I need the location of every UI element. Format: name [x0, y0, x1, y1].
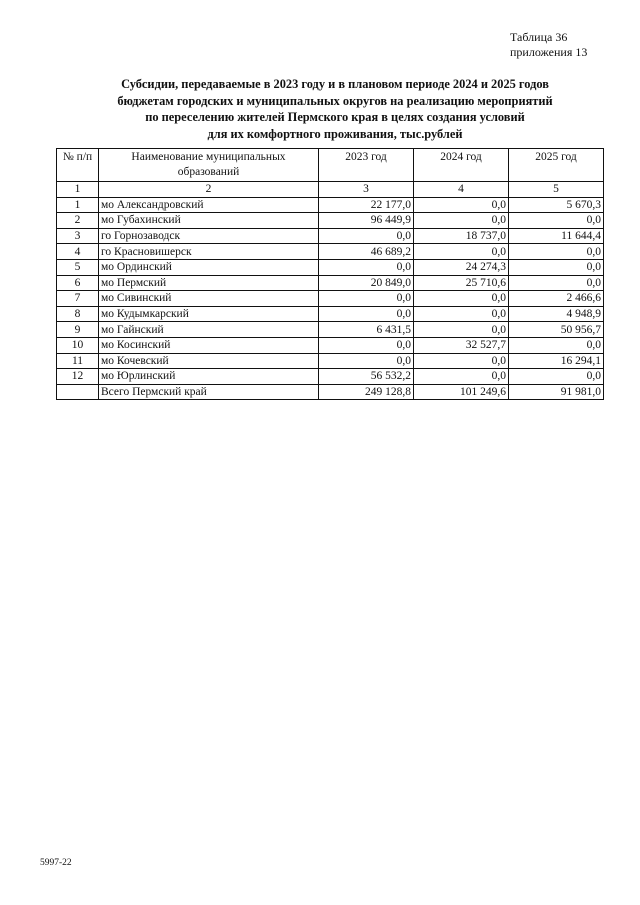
column-index: 2 [99, 182, 319, 198]
title-line: бюджетам городских и муниципальных округов на реализацию мероприятий [117, 93, 553, 108]
amount-2023: 0,0 [319, 259, 414, 275]
title-line: для их комфортного проживания, тыс.рублей [207, 126, 463, 141]
table-row [57, 228, 604, 244]
municipality-name: мо Ординский [99, 259, 319, 275]
table-row [57, 244, 604, 260]
amount-2025: 0,0 [509, 259, 604, 275]
amount-2025: 4 948,9 [509, 306, 604, 322]
municipality-name: мо Александровский [99, 197, 319, 213]
row-number: 2 [57, 213, 99, 229]
amount-2023: 20 849,0 [319, 275, 414, 291]
amount-2024: 0,0 [414, 369, 509, 385]
municipality-name: мо Косинский [99, 337, 319, 353]
row-number: 1 [57, 197, 99, 213]
title-line: по переселению жителей Пермского края в целях создания условий [145, 110, 525, 124]
amount-2023: 6 431,5 [319, 322, 414, 338]
amount-2024: 0,0 [414, 322, 509, 338]
row-number: 7 [57, 291, 99, 307]
row-number: 4 [57, 244, 99, 260]
appendix-reference: приложения 13 [510, 45, 588, 59]
municipality-name: мо Пермский [99, 275, 319, 291]
municipality-name: мо Юрлинский [99, 369, 319, 385]
table-row [57, 322, 604, 338]
amount-2025: 5 670,3 [509, 197, 604, 213]
amount-2024: 0,0 [414, 353, 509, 369]
row-number: 10 [57, 337, 99, 353]
amount-2023: 0,0 [319, 337, 414, 353]
amount-2024: 24 274,3 [414, 259, 509, 275]
table-row [57, 275, 604, 291]
column-header-2025: 2025 год [509, 149, 604, 182]
amount-2023: 46 689,2 [319, 244, 414, 260]
total-row-number-cell [57, 384, 99, 400]
amount-2024: 0,0 [414, 213, 509, 229]
amount-2025: 0,0 [509, 337, 604, 353]
amount-2023: 56 532,2 [319, 369, 414, 385]
amount-2023: 0,0 [319, 353, 414, 369]
table-header-row [57, 149, 604, 182]
total-row [57, 384, 604, 400]
row-number: 9 [57, 322, 99, 338]
municipality-name: мо Кудымкарский [99, 306, 319, 322]
amount-2025: 0,0 [509, 213, 604, 229]
amount-2025: 0,0 [509, 244, 604, 260]
row-number: 8 [57, 306, 99, 322]
amount-2024: 0,0 [414, 291, 509, 307]
municipality-name: го Красновишерск [99, 244, 319, 260]
column-header-number: № п/п [57, 149, 99, 182]
column-index: 4 [414, 182, 509, 198]
municipality-name: мо Кочевский [99, 353, 319, 369]
amount-2025: 2 466,6 [509, 291, 604, 307]
table-row [57, 306, 604, 322]
document-title [40, 76, 630, 142]
amount-2025: 50 956,7 [509, 322, 604, 338]
amount-2023: 22 177,0 [319, 197, 414, 213]
amount-2023: 0,0 [319, 306, 414, 322]
municipality-name: го Горнозаводск [99, 228, 319, 244]
amount-2024: 0,0 [414, 306, 509, 322]
row-number: 11 [57, 353, 99, 369]
table-row [57, 337, 604, 353]
column-header-2023: 2023 год [319, 149, 414, 182]
document-code: 5997-22 [40, 858, 72, 868]
total-2024: 101 249,6 [414, 384, 509, 400]
column-index: 5 [509, 182, 604, 198]
table-row [57, 259, 604, 275]
total-label: Всего Пермский край [99, 384, 319, 400]
amount-2025: 0,0 [509, 369, 604, 385]
table-row [57, 213, 604, 229]
column-index-row [57, 182, 604, 198]
municipality-name: мо Губахинский [99, 213, 319, 229]
municipality-name: мо Гайнский [99, 322, 319, 338]
amount-2025: 11 644,4 [509, 228, 604, 244]
amount-2024: 0,0 [414, 244, 509, 260]
amount-2023: 96 449,9 [319, 213, 414, 229]
table-body [57, 197, 604, 400]
amount-2025: 16 294,1 [509, 353, 604, 369]
subsidies-table [56, 148, 604, 400]
column-header-2024: 2024 год [414, 149, 509, 182]
page-reference [510, 30, 587, 60]
column-index: 3 [319, 182, 414, 198]
row-number: 6 [57, 275, 99, 291]
municipality-name: мо Сивинский [99, 291, 319, 307]
row-number: 5 [57, 259, 99, 275]
table-reference: Таблица 36 [510, 30, 568, 44]
table-row [57, 291, 604, 307]
title-line: Субсидии, передаваемые в 2023 году и в плановом периоде 2024 и 2025 годов [121, 77, 549, 91]
total-2023: 249 128,8 [319, 384, 414, 400]
amount-2025: 0,0 [509, 275, 604, 291]
column-index: 1 [57, 182, 99, 198]
column-header-name: Наименование муниципальных образований [99, 149, 319, 182]
table-row [57, 197, 604, 213]
amount-2024: 0,0 [414, 197, 509, 213]
table-row [57, 369, 604, 385]
total-2025: 91 981,0 [509, 384, 604, 400]
row-number: 12 [57, 369, 99, 385]
amount-2024: 18 737,0 [414, 228, 509, 244]
amount-2023: 0,0 [319, 228, 414, 244]
amount-2024: 32 527,7 [414, 337, 509, 353]
row-number: 3 [57, 228, 99, 244]
amount-2024: 25 710,6 [414, 275, 509, 291]
amount-2023: 0,0 [319, 291, 414, 307]
table-row [57, 353, 604, 369]
